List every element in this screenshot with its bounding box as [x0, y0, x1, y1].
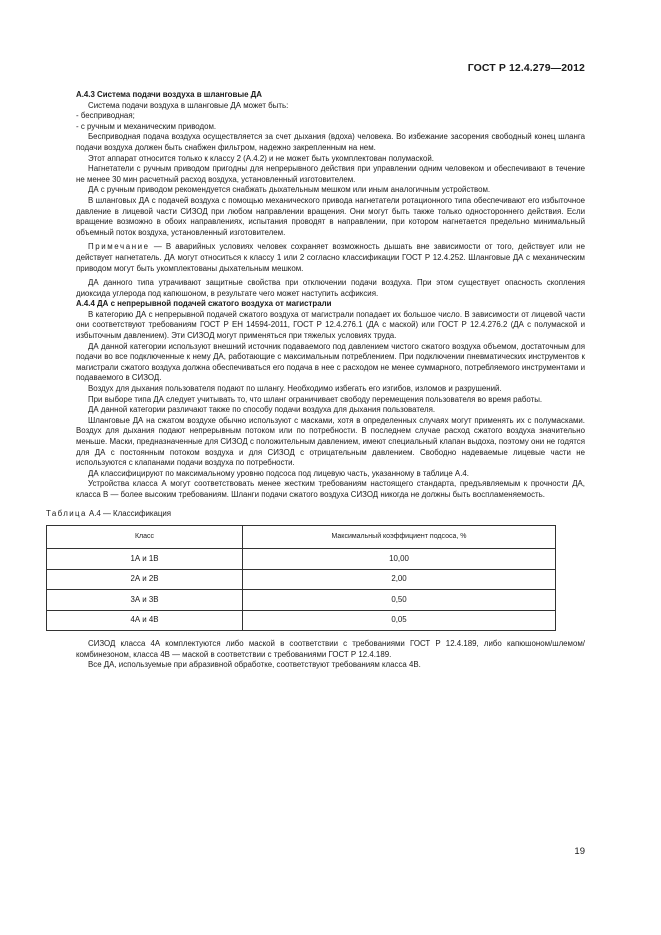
- paragraph: Устройства класса А могут соответствовать менее жестким требованиям настоящего стандарта, предъявляемым к прочности ДА, класса В — более высоким требованиям. Шланги подачи сжатого воздуха СИЗОД никогда не должны быть воспламеняемость.: [76, 479, 585, 499]
- table-header-row: [47, 526, 556, 549]
- table-caption-text: А.4 — Классификация: [86, 508, 172, 518]
- column-header-class: Класс: [47, 526, 243, 549]
- table-row: [47, 569, 556, 590]
- column-header-coefficient: Максимальный коэффициент подсоса, %: [243, 526, 556, 549]
- page-number: 19: [574, 846, 585, 857]
- paragraph: ДА данной категории используют внешний источник подаваемого под давлением чистого сжатого воздуха объемом, достаточным для подачи во все подключенные к нему ДА, работающие с максимальным потреблением. При подключении пневматических инструментов к магистрали сжатого воздуха должна обеспечиваться его подача в нее с расходом не менее суммарного, потребляемого инструментами и подаваемого в СИЗОД.: [76, 341, 585, 383]
- table-cell-value: 0,05: [243, 610, 556, 631]
- paragraph: Все ДА, используемые при абразивной обработке, соответствуют требованиям класса 4В.: [88, 660, 421, 670]
- document-code-header: ГОСТ Р 12.4.279—2012: [467, 62, 585, 74]
- note-text: — В аварийных условиях человек сохраняет возможность дышать вне зависимости от того, действует или не действует нагнетатель. ДА могут относиться к классу 1 или 2 согласно классификации ГОСТ Р 12.4.252. Шланговые ДА с механическим приводом могут быть укомплектованы дыхательным мешком.: [76, 242, 585, 273]
- paragraph: ДА классифицируют по максимальному уровню подсоса под лицевую часть, указанному в таблице А.4.: [88, 468, 469, 478]
- section-a43-title: А.4.3 Система подачи воздуха в шланговые ДА: [76, 90, 262, 99]
- document-body: [46, 90, 585, 671]
- paragraph: ДА данной категории различают также по способу подачи воздуха для дыхания пользователя.: [88, 405, 436, 415]
- paragraph: Воздух для дыхания пользователя подают по шлангу. Необходимо избегать его изгибов, изломов и разрушений.: [88, 384, 502, 394]
- classification-table: [46, 525, 556, 631]
- paragraph: Бесприводная подача воздуха осуществляется за счет дыхания (вдоха) человека. Во избежание засорения свободный конец шланга подачи воздуха должен быть снабжен фильтром, надежно закрепленным на нем.: [76, 132, 585, 152]
- paragraph: Система подачи воздуха в шланговые ДА может быть:: [88, 100, 289, 110]
- note-label: Примечание: [88, 242, 150, 252]
- list-item: - с ручным и механическим приводом.: [76, 121, 217, 131]
- table-cell-value: 0,50: [243, 590, 556, 611]
- table-cell-class: 1А и 1В: [47, 549, 243, 570]
- table-row: [47, 610, 556, 631]
- table-cell-class: 4А и 4В: [47, 610, 243, 631]
- list-item: - бесприводная;: [76, 111, 135, 121]
- note: [76, 242, 585, 274]
- section-a44-title: А.4.4 ДА с непрерывной подачей сжатого воздуха от магистрали: [76, 299, 332, 309]
- table-cell-value: 2,00: [243, 569, 556, 590]
- table-caption-label: Таблица: [46, 508, 87, 518]
- table-cell-class: 3А и 3В: [47, 590, 243, 611]
- table-row: [47, 549, 556, 570]
- paragraph: Шланговые ДА на сжатом воздухе обычно используют с масками, хотя в определенных случаях могут применять их с полумасками. Воздух для дыхания подают непрерывным потоком или по потребности. В последнем случае расход сжатого воздуха значительно меньше. Маски, предназначенные для СИЗОД с положительным давлением, имеют специальный клапан выдоха, поэтому они не годятся для ДА с постоянным потоком воздуха и для СИЗОД с отрицательным давлением. Свободно надеваемые лицевые части не используются с клапанами подачи воздуха по потребности.: [76, 415, 585, 468]
- paragraph: СИЗОД класса 4А комплектуются либо маской в соответствии с требованиями ГОСТ Р 12.4.189, либо капюшоном/шлемом/комбинезоном, класса 4В — маской в соответствии с требованиями ГОСТ Р 12.4.189.: [76, 639, 585, 659]
- paragraph: Нагнетатели с ручным приводом пригодны для непрерывного действия при управлении одним человеком и обеспечивают в течение не менее 30 мин расчетный расход воздуха, установленный изготовителем.: [76, 164, 585, 184]
- table-caption: [46, 509, 585, 520]
- paragraph: В категорию ДА с непрерывной подачей сжатого воздуха от магистрали попадает их большое число. В зависимости от лицевой части они соответствуют требованиям ГОСТ Р ЕН 14594-2011, ГОСТ Р 12.4.276.1 (ДА с маской) или ГОСТ Р 12.4.276.2 (ДА с полумаской и избыточным давлением). Эти СИЗОД могут применяться при тяжелых условиях труда.: [76, 309, 585, 341]
- paragraph: При выборе типа ДА следует учитывать то, что шланг ограничивает свободу перемещения пользователя во время работы.: [88, 394, 543, 404]
- paragraph: В шланговых ДА с подачей воздуха с помощью механического привода нагнетатели ротационного типа обеспечивают его избыточное давление в лицевой части СИЗОД при любом направлении вращения. Они могут быть также только одностороннего действия. Если вращение возможно в обоих направлениях, испытания проводят в направлении, при котором нагнетается предельно минимальный объемный поток воздуха, установленный изготовителем.: [76, 195, 585, 237]
- table-row: [47, 590, 556, 611]
- table-cell-value: 10,00: [243, 549, 556, 570]
- paragraph: ДА с ручным приводом рекомендуется снабжать дыхательным мешком или иным аналогичным устройством.: [88, 185, 491, 195]
- table-cell-class: 2А и 2В: [47, 569, 243, 590]
- paragraph: ДА данного типа утрачивают защитные свойства при отключении подачи воздуха. При этом существует опасность скопления диоксида углерода под капюшоном, в результате чего может наступить асфиксия.: [76, 278, 585, 298]
- paragraph: Этот аппарат относится только к классу 2 (А.4.2) и не может быть укомплектован полумаской.: [88, 153, 434, 163]
